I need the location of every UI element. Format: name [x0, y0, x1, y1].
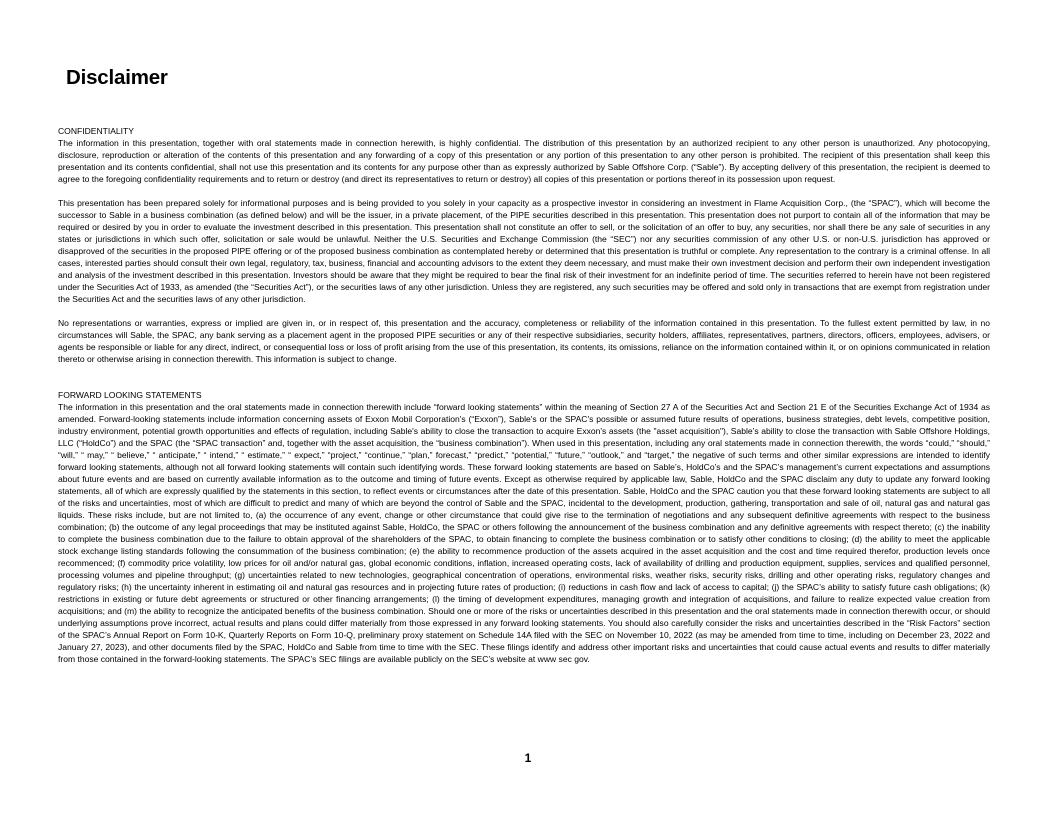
- section-heading-confidentiality: CONFIDENTIALITY: [58, 126, 134, 136]
- confidentiality-paragraph-3: No representations or warranties, express or implied are given in, or in respect of, this presentation and the accuracy, completeness or reliability of the information contained in this presentation. To the fullest extent permitted by law, in no circumstances will Sable, the SPAC, any bank serving as a placement agent in the proposed PIPE securities or any of their respective subsidiaries, security holders, affiliates, representatives, partners, directors, officers, employees, advisers, or agents be responsible or liable for any direct, indirect, or consequential loss or loss of profit arising from the use of this presentation, its contents, its omissions, reliance on the information contained within it, or on opinions communicated in relation thereto or otherwise arising in connection therewith. This information is subject to change.: [58, 318, 990, 364]
- forward-looking-section: [58, 389, 990, 665]
- confidentiality-paragraph-2: This presentation has been prepared solely for informational purposes and is being provided to you solely in your capacity as a prospective investor in considering an investment in Flame Acquisition Corp., (the “SPAC”), which will become the successor to Sable in a business combination (as defined below) and will be the issuer, in a private placement, of the PIPE securities described in this presentation. This presentation does not purport to contain all of the information that may be required or desired by you in order to evaluate the investment described in this presentation. This presentation shall not constitute an offer to sell, or the solicitation of an offer to buy, any securities, nor shall there be any sale of securities in any states or jurisdictions in which such offer, solicitation or sale would be unlawful. Neither the U.S. Securities and Exchange Commission (the “SEC”) nor any securities commission of any other U.S. or non-U.S. jurisdiction has approved or disapproved of the securities in the proposed PIPE offering or of the proposed business combination as contemplated hereby or determined that this presentation is truthful or complete. Any representation to the contrary is a criminal offense. In all cases, interested parties should consult their own legal, regulatory, tax, business, financial and accounting advisors to the extent they deem necessary, and must make their own investment decision and perform their own independent investigation and analysis of the investment described in this presentation. Investors should be aware that they might be required to bear the final risk of their investment for an indefinite period of time. The securities referred to herein have not been registered under the Securities Act of 1933, as amended (the “Securities Act”), or the securities laws of any other jurisdiction. Unless they are registered, any such securities may be offered and sold only in transactions that are exempt from registration under the Securities Act and the securities laws of any other jurisdiction.: [58, 198, 990, 304]
- page-number: 1: [524, 751, 532, 765]
- confidentiality-section: [58, 125, 990, 365]
- disclaimer-body: [58, 125, 990, 665]
- page-title: Disclaimer: [66, 66, 168, 89]
- forward-looking-paragraph-1: The information in this presentation and the oral statements made in connection therewith include “forward looking statements” within the meaning of Section 27 A of the Securities Act and Section 21 E of the Securities Exchange Act of 1934 as amended. Forward-looking statements include information concerning assets of Exxon Mobil Corporation's (“Exxon”), Sable's or the SPAC's possible or assumed future results of operations, business strategies, debt levels, competitive position, industry environment, potential growth opportunities and effects of regulation, including Sable's ability to close the transaction to acquire Exxon's assets (the "asset acquisition"), Sable’s ability to close the transaction with Sable Offshore Holdings, LLC (“HoldCo”) and the SPAC (the “SPAC transaction” and, together with the asset acquisition, the “business combination”). When used in this presentation, including any oral statements made in connection therewith, the words “could,” “should,” “will,” “ may,” “ believe,” “ anticipate,” “ intend,” “ estimate,” “ expect,” “project,” “continue,” “plan,” forecast,” “predict,” “potential,” “future,” “outlook,” and “target,” the negative of such terms and other similar expressions are intended to identify forward looking statements, although not all forward looking statements will contain such identifying words. These forward looking statements are based on Sable’s, HoldCo’s and the SPAC’s management’s current expectations and assumptions about future events and are based on currently available information as to the outcome and timing of future events. Except as otherwise required by applicable law, Sable, HoldCo and the SPAC disclaim any duty to update any forward looking statements, all of which are expressly qualified by the statements in this section, to reflect events or circumstances after the date of this presentation. Sable, HoldCo and the SPAC caution you that these forward looking statements are subject to all of the risks and uncertainties, most of which are difficult to predict and many of which are beyond the control of Sable and the SPAC, incidental to the development, production, gathering, transportation and sale of oil, natural gas and natural gas liquids. These risks include, but are not limited to, (a) the occurrence of any event, change or other circumstance that could give rise to the termination of negotiations and any subsequent definitive agreements with respect to the business combination; (b) the outcome of any legal proceedings that may be instituted against Sable, HoldCo, the SPAC or others following the announcement of the business combination and any definitive agreements with respect thereto; (c) the inability to complete the business combination due to the failure to obtain approval of the shareholders of the SPAC, to obtain financing to complete the business combination or to satisfy other conditions to closing; (d) the ability to meet the applicable stock exchange listing standards following the consummation of the business combination; (e) the ability to recommence production of the assets acquired in the asset acquisition and the cost and time required therefor, production levels once recommenced; (f) commodity price volatility, low prices for oil and/or natural gas, global economic conditions, inflation, increased operating costs, lack of availability of drilling and production equipment, supplies, services and qualified personnel, processing volumes and pipeline throughput; (g) uncertainties related to new technologies, geographical concentration of operations, environmental risks, weather risks, security risks, drilling and other operating risks, regulatory changes and regulatory risks; (h) the uncertainty inherent in estimating oil and natural gas resources and in projecting future rates of production; (i) reductions in cash flow and lack of access to capital; (j) the SPAC’s ability to satisfy future cash obligations; (k) restrictions in existing or future debt agreements or structured or other financing arrangements; (l) the timing of development expenditures, managing growth and integration of acquisitions, and failure to realize expected value creation from acquisitions; and (m) the ability to recognize the anticipated benefits of the business combination. Should one or more of the risks or uncertainties described in this presentation and the oral statements made in connection therewith occur, or should underlying assumptions prove incorrect, actual results and plans could differ materially from those expressed in any forward looking statements. You should also carefully consider the risks and uncertainties described in the “Risk Factors” section of the SPAC’s Annual Report on Form 10-K, Quarterly Reports on Form 10-Q, preliminary proxy statement on Schedule 14A filed with the SEC on November 10, 2022 (as may be amended from time to time, including on December 23, 2022 and January 27, 2023), and other documents filed by the SPAC, HoldCo and Sable from time to time with the SEC. These filings identify and address other important risks and uncertainties that could cause actual events and results to differ materially from those contained in the forward-looking statements. The SPAC’s SEC filings are available publicly on the SEC’s website at www sec gov.: [58, 402, 990, 664]
- confidentiality-paragraph-1: The information in this presentation, together with oral statements made in connection herewith, is highly confidential. The distribution of this presentation by an authorized recipient to any other person is unauthorized. Any photocopying, disclosure, reproduction or alteration of the contents of this presentation and any forwarding of a copy of this presentation or any portion of this presentation to any other person is prohibited. The recipient of this presentation shall keep this presentation and its contents confidential, shall not use this presentation and its contents for any purpose other than as expressly authorized by Sable Offshore Corp. (“Sable”). By accepting delivery of this presentation, the recipient is deemed to agree to the foregoing confidentiality requirements and to return or destroy (and direct its representatives to return or destroy) all copies of this presentation or portions thereof in its possession upon request.: [58, 138, 990, 184]
- section-heading-forward-looking: FORWARD LOOKING STATEMENTS: [58, 390, 202, 400]
